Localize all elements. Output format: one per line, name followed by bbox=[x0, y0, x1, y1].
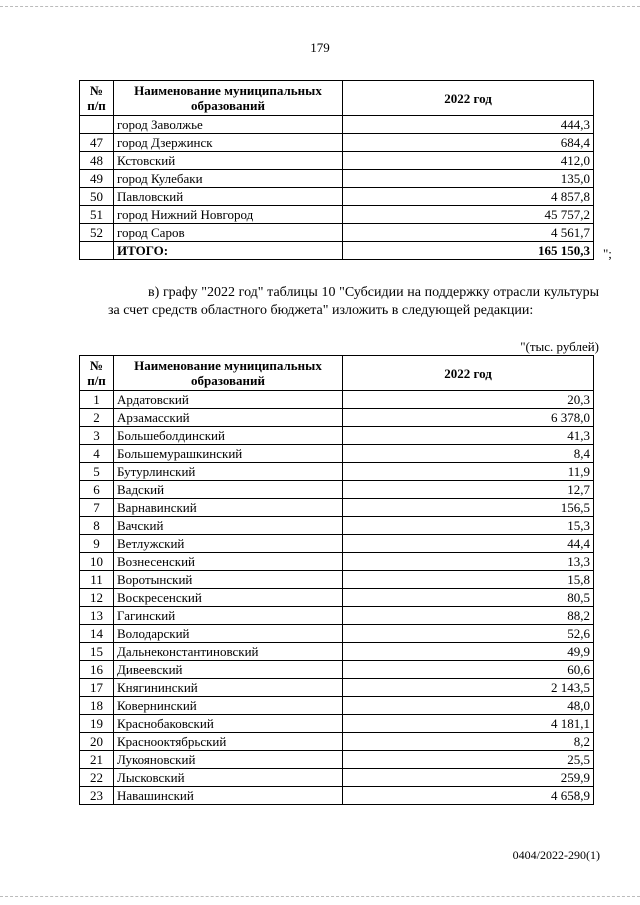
row-number: 17 bbox=[80, 679, 114, 697]
row-number: 11 bbox=[80, 571, 114, 589]
table-row bbox=[80, 625, 594, 643]
row-value: 45 757,2 bbox=[343, 206, 594, 224]
row-value: 135,0 bbox=[343, 170, 594, 188]
table-row bbox=[80, 116, 594, 134]
row-value: 52,6 bbox=[343, 625, 594, 643]
table-row bbox=[80, 517, 594, 535]
row-number: 10 bbox=[80, 553, 114, 571]
table-row bbox=[80, 697, 594, 715]
row-value: 13,3 bbox=[343, 553, 594, 571]
bottom-dashed-edge bbox=[0, 896, 640, 897]
row-value: 80,5 bbox=[343, 589, 594, 607]
row-number: 2 bbox=[80, 409, 114, 427]
municipality-name: Навашинский bbox=[114, 787, 343, 805]
municipality-name: Дальнеконстантиновский bbox=[114, 643, 343, 661]
row-value: 60,6 bbox=[343, 661, 594, 679]
row-value: 4 561,7 bbox=[343, 224, 594, 242]
total-label: ИТОГО: bbox=[114, 242, 343, 260]
total-num-cell bbox=[80, 242, 114, 260]
row-value: 20,3 bbox=[343, 391, 594, 409]
row-value: 48,0 bbox=[343, 697, 594, 715]
table-row bbox=[80, 427, 594, 445]
municipality-name: Лукояновский bbox=[114, 751, 343, 769]
municipality-name: Вознесенский bbox=[114, 553, 343, 571]
table-row bbox=[80, 607, 594, 625]
row-number: 21 bbox=[80, 751, 114, 769]
row-number: 4 bbox=[80, 445, 114, 463]
header-year: 2022 год bbox=[343, 356, 594, 391]
municipality-name: Арзамасский bbox=[114, 409, 343, 427]
municipality-name: город Кулебаки bbox=[114, 170, 343, 188]
row-value: 8,4 bbox=[343, 445, 594, 463]
municipality-name: Вачский bbox=[114, 517, 343, 535]
row-number bbox=[80, 116, 114, 134]
municipality-name: Вадский bbox=[114, 481, 343, 499]
row-value: 2 143,5 bbox=[343, 679, 594, 697]
table-row bbox=[80, 409, 594, 427]
row-value: 11,9 bbox=[343, 463, 594, 481]
row-number: 19 bbox=[80, 715, 114, 733]
row-number: 18 bbox=[80, 697, 114, 715]
table-row bbox=[80, 553, 594, 571]
row-value: 4 658,9 bbox=[343, 787, 594, 805]
row-value: 4 857,8 bbox=[343, 188, 594, 206]
municipality-name: город Дзержинск bbox=[114, 134, 343, 152]
municipality-name: Павловский bbox=[114, 188, 343, 206]
municipality-name: Краснобаковский bbox=[114, 715, 343, 733]
table-row bbox=[80, 224, 594, 242]
row-number: 13 bbox=[80, 607, 114, 625]
row-number: 15 bbox=[80, 643, 114, 661]
row-value: 15,8 bbox=[343, 571, 594, 589]
row-number: 3 bbox=[80, 427, 114, 445]
row-value: 8,2 bbox=[343, 733, 594, 751]
total-row bbox=[80, 242, 594, 260]
header-num: № п/п bbox=[80, 356, 114, 391]
municipality-name: Краснооктябрьский bbox=[114, 733, 343, 751]
municipality-name: Дивеевский bbox=[114, 661, 343, 679]
document-code: 0404/2022-290(1) bbox=[512, 848, 600, 862]
municipality-name: Володарский bbox=[114, 625, 343, 643]
row-value: 259,9 bbox=[343, 769, 594, 787]
municipality-name: Бутурлинский bbox=[114, 463, 343, 481]
row-number: 48 bbox=[80, 152, 114, 170]
row-number: 1 bbox=[80, 391, 114, 409]
table-row bbox=[80, 751, 594, 769]
row-number: 9 bbox=[80, 535, 114, 553]
row-number: 49 bbox=[80, 170, 114, 188]
row-number: 14 bbox=[80, 625, 114, 643]
row-value: 49,9 bbox=[343, 643, 594, 661]
units-label: "(тыс. рублей) bbox=[520, 339, 599, 354]
municipality-name: Большеболдинский bbox=[114, 427, 343, 445]
municipality-name: Ветлужский bbox=[114, 535, 343, 553]
municipality-name: город Нижний Новгород bbox=[114, 206, 343, 224]
row-number: 23 bbox=[80, 787, 114, 805]
row-number: 8 bbox=[80, 517, 114, 535]
row-value: 15,3 bbox=[343, 517, 594, 535]
municipality-name: Гагинский bbox=[114, 607, 343, 625]
table-row bbox=[80, 571, 594, 589]
row-value: 88,2 bbox=[343, 607, 594, 625]
table-closing-quote: "; bbox=[603, 246, 612, 261]
header-name: Наименование муниципальных образований bbox=[114, 81, 343, 116]
row-value: 156,5 bbox=[343, 499, 594, 517]
table-row bbox=[80, 769, 594, 787]
table-row bbox=[80, 170, 594, 188]
table-row bbox=[80, 391, 594, 409]
top-dashed-edge bbox=[0, 6, 640, 7]
table-row bbox=[80, 445, 594, 463]
row-number: 5 bbox=[80, 463, 114, 481]
table-row bbox=[80, 589, 594, 607]
row-value: 25,5 bbox=[343, 751, 594, 769]
row-value: 41,3 bbox=[343, 427, 594, 445]
row-number: 7 bbox=[80, 499, 114, 517]
table-row bbox=[80, 499, 594, 517]
row-value: 6 378,0 bbox=[343, 409, 594, 427]
header-num: № п/п bbox=[80, 81, 114, 116]
table-row bbox=[80, 679, 594, 697]
municipality-name: Ардатовский bbox=[114, 391, 343, 409]
table-row bbox=[80, 463, 594, 481]
municipality-name: город Саров bbox=[114, 224, 343, 242]
amendment-paragraph: в) графу "2022 год" таблицы 10 "Субсидии на поддержку отрасли культуры за счет средств областного бюджета" изложить в следующей редакции: bbox=[108, 285, 599, 318]
row-number: 6 bbox=[80, 481, 114, 499]
row-number: 16 bbox=[80, 661, 114, 679]
municipality-name: Ковернинский bbox=[114, 697, 343, 715]
row-number: 22 bbox=[80, 769, 114, 787]
table-municipal-subsidies-continued bbox=[79, 80, 594, 260]
table-row bbox=[80, 188, 594, 206]
row-number: 47 bbox=[80, 134, 114, 152]
row-number: 51 bbox=[80, 206, 114, 224]
municipality-name: Кстовский bbox=[114, 152, 343, 170]
row-value: 44,4 bbox=[343, 535, 594, 553]
page-number: 179 bbox=[310, 40, 330, 55]
table-row bbox=[80, 733, 594, 751]
row-value: 684,4 bbox=[343, 134, 594, 152]
municipality-name: Большемурашкинский bbox=[114, 445, 343, 463]
table-row bbox=[80, 643, 594, 661]
header-year: 2022 год bbox=[343, 81, 594, 116]
municipality-name: Воскресенский bbox=[114, 589, 343, 607]
table-row bbox=[80, 661, 594, 679]
row-number: 50 bbox=[80, 188, 114, 206]
row-number: 20 bbox=[80, 733, 114, 751]
row-value: 4 181,1 bbox=[343, 715, 594, 733]
municipality-name: Воротынский bbox=[114, 571, 343, 589]
table-row bbox=[80, 152, 594, 170]
row-number: 12 bbox=[80, 589, 114, 607]
municipality-name: город Заволжье bbox=[114, 116, 343, 134]
municipality-name: Княгининский bbox=[114, 679, 343, 697]
table-culture-subsidies bbox=[79, 355, 594, 805]
table-row bbox=[80, 134, 594, 152]
table-row bbox=[80, 787, 594, 805]
row-number: 52 bbox=[80, 224, 114, 242]
table-row bbox=[80, 206, 594, 224]
municipality-name: Варнавинский bbox=[114, 499, 343, 517]
row-value: 412,0 bbox=[343, 152, 594, 170]
municipality-name: Лысковский bbox=[114, 769, 343, 787]
table-row bbox=[80, 535, 594, 553]
row-value: 12,7 bbox=[343, 481, 594, 499]
total-value: 165 150,3 bbox=[343, 242, 594, 260]
table-row bbox=[80, 481, 594, 499]
table-row bbox=[80, 715, 594, 733]
row-value: 444,3 bbox=[343, 116, 594, 134]
header-name: Наименование муниципальных образований bbox=[114, 356, 343, 391]
